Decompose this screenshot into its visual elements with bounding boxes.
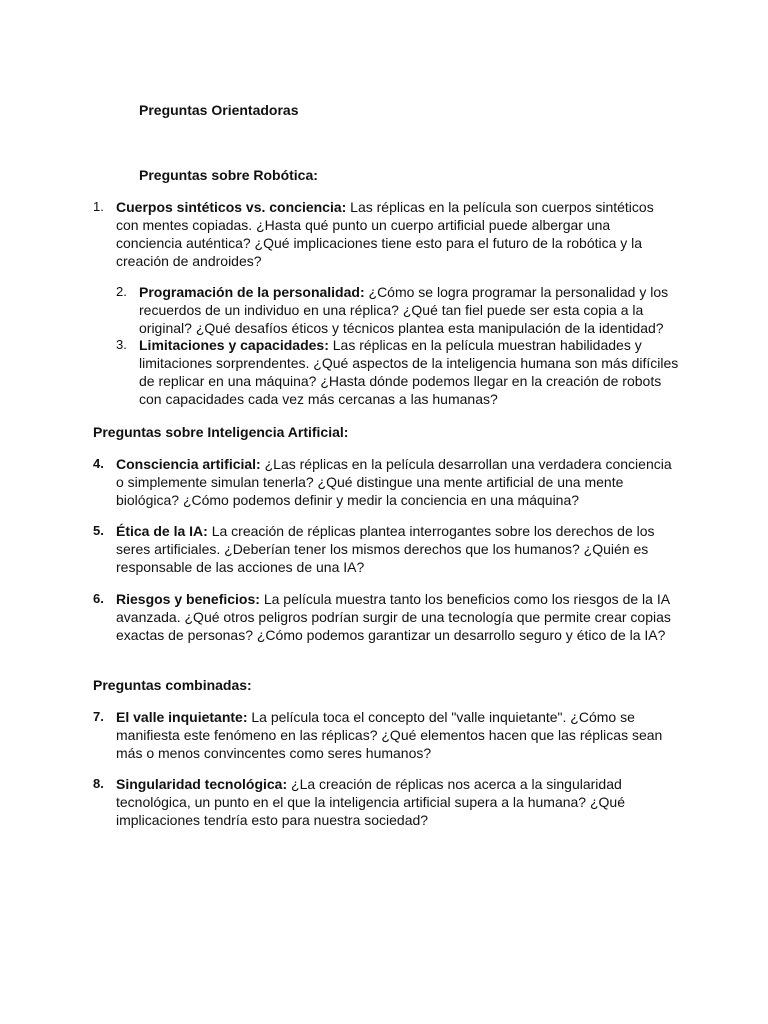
list-item-body xyxy=(116,590,676,644)
list-item-number: 2. xyxy=(116,284,127,299)
list-item-text: La creación de réplicas plantea interrogantes sobre los derechos de los seres artificiales. ¿Deberían tener los mismos derechos que los humanos? ¿Quién es responsable de las acciones de una IA? xyxy=(116,523,655,575)
list-item-number: 1. xyxy=(93,199,104,214)
section-heading-robotica: Preguntas sobre Robótica: xyxy=(139,167,318,183)
list-item-number: 7. xyxy=(93,709,104,724)
list-item-term: Consciencia artificial: xyxy=(116,456,261,472)
list-item-number: 3. xyxy=(116,337,127,352)
section-heading-combinadas: Preguntas combinadas: xyxy=(93,677,252,693)
list-item-term: Riesgos y beneficios: xyxy=(116,591,260,607)
list-item-number: 5. xyxy=(93,523,104,538)
list-item-term: El valle inquietante: xyxy=(116,709,248,725)
list-item-term: Singularidad tecnológica: xyxy=(116,776,288,792)
list-item-text: La película muestra tanto los beneficios como los riesgos de la IA avanzada. ¿Qué otros peligros podrían surgir de una tecnología que permite crear copias exactas de personas? ¿Cómo podemos garantizar un desarrollo seguro y ético de la IA? xyxy=(116,591,671,643)
list-item-body xyxy=(116,455,676,509)
list-item-text: Las réplicas en la película muestran habilidades y limitaciones sorprendentes. ¿Qué aspectos de la inteligencia humana son más difíciles de replicar en una máquina? ¿Hasta dónde podemos llegar en la creación de robots con capacidades cada vez más cercanas a las humanas? xyxy=(139,337,679,407)
section-heading-ia: Preguntas sobre Inteligencia Artificial: xyxy=(93,424,349,440)
list-item-number: 8. xyxy=(93,776,104,791)
list-item-term: Programación de la personalidad: xyxy=(139,284,365,300)
list-item-text: Las réplicas en la película son cuerpos sintéticos con mentes copiadas. ¿Hasta qué punto un cuerpo artificial puede albergar una conciencia auténtica? ¿Qué implicaciones tiene esto para el futuro de la robótica y la creación de androides? xyxy=(116,199,654,269)
document-title: Preguntas Orientadoras xyxy=(139,102,299,118)
list-item-term: Limitaciones y capacidades: xyxy=(139,337,329,353)
list-item-term: Cuerpos sintéticos vs. conciencia: xyxy=(116,199,347,215)
list-item-text: ¿La creación de réplicas nos acerca a la singularidad tecnológica, un punto en el que la inteligencia artificial supera a la humana? ¿Qué implicaciones tendría esto para nuestra sociedad? xyxy=(116,776,625,828)
list-item-body xyxy=(116,708,676,762)
list-item-body xyxy=(116,775,676,829)
list-item-body xyxy=(116,198,676,270)
list-item-body xyxy=(139,283,684,337)
list-item-text: ¿Cómo se logra programar la personalidad y los recuerdos de un individuo en una réplica? ¿Qué tan fiel puede ser esta copia a la original? ¿Qué desafíos éticos y técnicos plantea esta manipulación de la identidad? xyxy=(139,284,669,336)
list-item-number: 4. xyxy=(93,456,104,471)
list-item-text: La película toca el concepto del "valle inquietante". ¿Cómo se manifiesta este fenómeno en las réplicas? ¿Qué elementos hacen que las réplicas sean más o menos convincentes como seres humanos? xyxy=(116,709,663,761)
list-item-term: Ética de la IA: xyxy=(116,523,208,539)
list-item-body xyxy=(139,336,684,408)
list-item-text: ¿Las réplicas en la película desarrollan una verdadera conciencia o simplemente simulan tenerla? ¿Qué distingue una mente artificial de una mente biológica? ¿Cómo podemos definir y medir la conciencia en una máquina? xyxy=(116,456,672,508)
list-item-body xyxy=(116,522,676,576)
list-item-number: 6. xyxy=(93,591,104,606)
